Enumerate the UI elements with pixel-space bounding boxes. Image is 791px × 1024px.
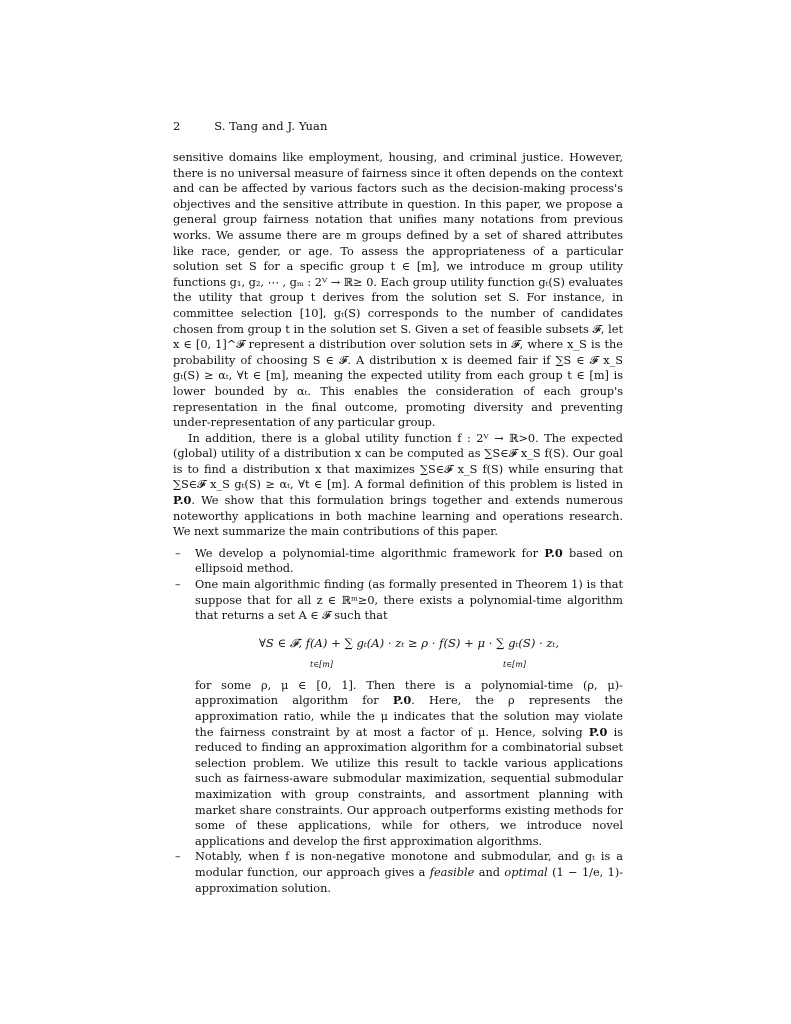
contribution-item-1	[173, 546, 623, 577]
list-dash: –	[175, 850, 181, 864]
body-text	[173, 150, 623, 896]
feasible-term: feasible	[429, 865, 475, 879]
contribution-2-intro: One main algorithmic finding (as formally presented in Theorem 1) is that suppose that for all z ∈ ℝᵐ≥0, there exists a polynomial-time algorithm that returns a set A ∈ 𝓕 such that	[195, 578, 623, 623]
contribution-3-text: Notably, when f is non-negative monotone and submodular, and gₜ is a modular function, our approach gives a	[195, 850, 623, 879]
contribution-2-body-a: for some ρ, μ ∈ [0, 1]. Then there is a polynomial-time (ρ, μ)-approximation algorithm for	[195, 678, 623, 708]
contribution-1-rest: based on ellipsoid method.	[195, 546, 623, 576]
conjunction: and	[478, 865, 500, 879]
list-dash: –	[175, 578, 181, 592]
sum-subscript-left: t∈[m]	[310, 659, 333, 669]
contribution-item-3	[173, 849, 623, 896]
author-names: S. Tang and J. Yuan	[214, 119, 328, 133]
running-head	[173, 119, 328, 133]
display-equation	[195, 632, 623, 672]
problem-ref: P.0	[588, 724, 608, 739]
problem-ref: P.0	[173, 493, 192, 508]
equation-line: ∀S ∈ 𝓕, f(A) + ∑ gₜ(A) · zₜ ≥ ρ · f(S) + μ · ∑ gₜ(S) · zₜ,	[258, 635, 560, 650]
list-dash: –	[175, 546, 181, 560]
problem-ref: P.0	[392, 693, 412, 708]
problem-ref: P.0	[544, 545, 563, 560]
contribution-3-rest: (1 − 1/e, 1)-approximation solution.	[195, 865, 624, 895]
sum-subscript-right: t∈[m]	[503, 659, 526, 669]
contribution-1-text: We develop a polynomial-time algorithmic framework for	[195, 546, 539, 560]
paragraph-global-utility	[173, 431, 623, 540]
page-number: 2	[173, 119, 181, 133]
optimal-term: optimal	[504, 865, 548, 879]
paragraph-intro: sensitive domains like employment, housing, and criminal justice. However, there is no universal measure of fairness since it often depends on the context and can be affected by various factors such as the decision-making process's objectives and the sensitive attribute in question. In this paper, we propose a general group fairness notation that unifies many notations from previous works. We assume there are m groups defined by a set of shared attributes like race, gender, or age. To assess the appropriateness of a particular solution set S for a specific group t ∈ [m], we introduce m group utility functions g₁, g₂, ⋯ , gₘ : 2ⱽ → ℝ≥ 0. Each group utility function gₜ(S) evaluates the utility that group t derives from the solution set S. For instance, in committee selection [10], gₜ(S) corresponds to the number of candidates chosen from group t in the solution set S. Given a set of feasible subsets 𝓕, let x ∈ [0, 1]^𝓕 represent a distribution over solution sets in 𝓕, where x_S is the probability of choosing S ∈ 𝓕. A distribution x is deemed fair if ∑S ∈ 𝓕 x_S gₜ(S) ≥ αₜ, ∀t ∈ [m], meaning the expected utility from each group t ∈ [m] is lower bounded by αₜ. This enables the consideration of each group's representation in the final outcome, promoting diversity and preventing under-representation of any particular group.	[173, 151, 623, 430]
paragraph-global-utility-rest: . We show that this formulation brings together and extends numerous noteworthy applications in both machine learning and operations research. We next summarize the main contributions of this paper.	[173, 494, 623, 539]
contribution-2-body-c: is reduced to finding an approximation algorithm for a combinatorial subset selection problem. We utilize this result to tackle various applications such as fairness-aware submodular maximization, sequential submodular maximization with group constraints, and assortment planning with market share constraints. Our approach outperforms existing methods for some of these applications, while for others, we introduce novel applications and develop the first approximation algorithms.	[195, 725, 624, 848]
contribution-item-2	[173, 577, 623, 849]
paragraph-global-utility-text: In addition, there is a global utility function f : 2ⱽ → ℝ>0. The expected (global) utility of a distribution x can be computed as ∑S∈𝓕 x_S f(S). Our goal is to find a distribution x that maximizes ∑S∈𝓕 x_S f(S) while ensuring that ∑S∈𝓕 x_S gₜ(S) ≥ αₜ, ∀t ∈ [m]. A formal definition of this problem is listed in	[173, 431, 623, 492]
contribution-2-body-b: . Here, the ρ represents the approximation ratio, while the μ indicates that the solution may violate the fairness constraint by at most a factor of μ. Hence, solving	[195, 694, 623, 739]
contributions-list	[173, 546, 623, 896]
